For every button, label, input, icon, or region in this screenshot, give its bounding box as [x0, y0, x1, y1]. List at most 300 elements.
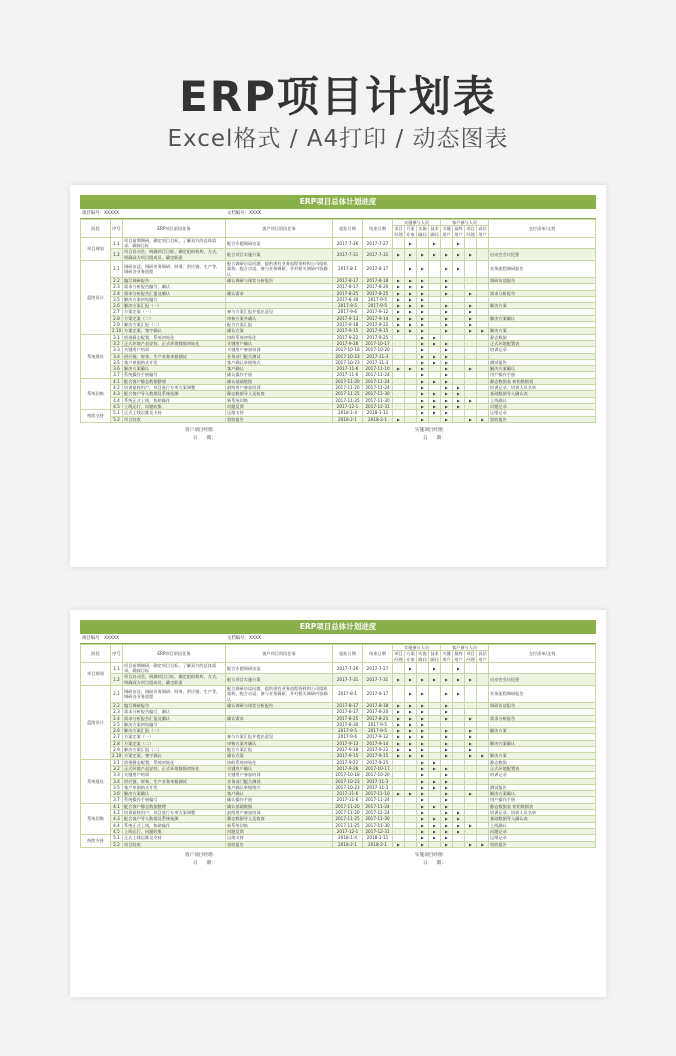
- flag-icon: ▶: [421, 290, 424, 296]
- seq-cell: 3.4: [111, 353, 123, 359]
- start-date-cell: 2017-9-18: [333, 747, 363, 753]
- task-cell: 系统操作手册编写: [123, 372, 226, 378]
- participation-cell: [477, 841, 489, 847]
- seq-cell: 4.5: [111, 828, 123, 834]
- start-date-cell: 2017-8-17: [333, 702, 363, 708]
- deliverable-cell: 静态数据表 初始数据表: [489, 803, 596, 809]
- flag-icon: ▶: [433, 340, 436, 346]
- start-date-cell: 2017-10-23: [333, 778, 363, 784]
- task-cell: 配合客户导入数据及系统检测: [123, 391, 226, 397]
- participation-cell: [393, 662, 405, 674]
- flag-icon: ▶: [433, 391, 436, 397]
- plan-table: [80, 644, 596, 848]
- participation-cell: [405, 662, 417, 674]
- flag-icon: ▶: [421, 828, 424, 834]
- seq-cell: 2.10: [112, 753, 122, 759]
- phase-cell: 系统建设: [81, 334, 111, 378]
- meta-row: [80, 634, 596, 644]
- flag-icon: ▶: [433, 778, 436, 784]
- start-date-cell: 2018-1-4: [333, 835, 363, 841]
- participation-cell: [429, 662, 441, 674]
- flag-icon: ▶: [445, 740, 448, 746]
- sheet-preview-2: [70, 610, 606, 997]
- customer-task-cell: 验收报告: [226, 841, 333, 847]
- start-date-cell: 2017-9-22: [333, 334, 363, 340]
- flag-icon: ▶: [469, 753, 472, 759]
- table-row: [81, 686, 596, 703]
- participation-cell: [453, 686, 465, 703]
- flag-icon: ▶: [433, 240, 436, 246]
- impl-manager-label: 实施项目经理：: [415, 427, 448, 433]
- customer-task-cell: 配合项目实施方案: [226, 674, 333, 686]
- participation-cell: [393, 674, 405, 686]
- start-date-cell: 2017-11-6: [333, 372, 363, 378]
- start-date-cell: 2017-8-1: [333, 686, 363, 703]
- flag-icon: ▶: [397, 284, 400, 290]
- start-date-cell: 2018-2-1: [333, 416, 363, 422]
- task-cell: 需求分析报告编写，确认: [123, 709, 226, 715]
- customer-task-cell: 运维支持: [226, 410, 333, 416]
- flag-icon: ▶: [445, 715, 448, 721]
- start-date-cell: 2017-11-25: [333, 397, 363, 403]
- end-date-cell: 2017-8-18: [363, 277, 393, 283]
- flag-icon: ▶: [397, 747, 400, 753]
- flag-icon: ▶: [445, 841, 448, 847]
- seq-cell: 3.7: [111, 372, 123, 378]
- task-cell: 系统正式上线，协助操作: [123, 822, 226, 828]
- deliverable-cell: 调研访谈报告: [489, 702, 596, 708]
- seq-cell: 2.5: [111, 296, 123, 302]
- flag-icon: ▶: [397, 366, 400, 372]
- header-end: 结束日期: [363, 220, 393, 238]
- task-cell: 方案定案（一）: [123, 309, 226, 315]
- participation-cell: [393, 686, 405, 703]
- flag-icon: ▶: [421, 315, 424, 321]
- flag-icon: ▶: [445, 315, 448, 321]
- flag-icon: ▶: [457, 403, 460, 409]
- deliverable-cell: 验收报告: [489, 841, 596, 847]
- flag-icon: ▶: [469, 309, 472, 315]
- participation-cell: [405, 686, 417, 703]
- end-date-cell: 2017-11-24: [363, 378, 393, 384]
- header-role: 实施顾问: [418, 226, 427, 237]
- task-cell: 项目启动会，明确项目目标，确定组织机构，方式，明确双方项目组成员，确定职责: [123, 249, 226, 261]
- flag-icon: ▶: [445, 791, 448, 797]
- flag-icon: ▶: [445, 366, 448, 372]
- customer-task-cell: 配合方案汇报: [226, 322, 333, 328]
- impl-date-label: 日 期：: [423, 860, 446, 866]
- participation-cell: [393, 261, 405, 278]
- task-cell: 项目验收: [123, 841, 226, 847]
- flag-icon: ▶: [469, 315, 472, 321]
- seq-cell: 4.4: [111, 822, 123, 828]
- header-phase: 阶段: [81, 645, 111, 663]
- participation-cell: [477, 261, 489, 278]
- end-date-cell: 2017-12-31: [363, 828, 393, 834]
- task-cell: 编写调研报告: [123, 277, 226, 283]
- task-cell: 方案定案（二）: [123, 315, 226, 321]
- flag-icon: ▶: [445, 691, 448, 697]
- flag-icon: ▶: [397, 728, 400, 734]
- customer-task-cell: 参与方案汇报并提出意见: [226, 734, 333, 740]
- header-seq: 序号: [111, 220, 123, 238]
- header-role: 高层用户: [478, 651, 487, 662]
- flag-icon: ▶: [445, 797, 448, 803]
- flag-icon: ▶: [433, 822, 436, 828]
- start-date-cell: 2017-9-15: [333, 328, 363, 334]
- flag-icon: ▶: [457, 665, 460, 671]
- participation-cell: [393, 841, 405, 847]
- task-cell: 配合客户静态数据整理: [123, 803, 226, 809]
- customer-task-cell: 确认方案: [226, 753, 333, 759]
- end-date-cell: 2017-11-24: [363, 797, 393, 803]
- seq-cell: 4.3: [111, 391, 123, 397]
- task-cell: 需求分析报告汇报及确认: [123, 715, 226, 721]
- end-date-cell: 2017-11-24: [363, 385, 393, 391]
- seq-cell: 3.1: [111, 334, 123, 340]
- flag-icon: ▶: [409, 240, 412, 246]
- header-customer: 客户项目阶段任务: [226, 645, 333, 663]
- seq-cell: 4.2: [111, 385, 123, 391]
- end-date-cell: 2017-11-30: [363, 397, 393, 403]
- sheet-title: ERP项目总体计划进度: [80, 195, 596, 209]
- end-date-cell: 2017-10-20: [363, 347, 393, 353]
- start-date-cell: 2017-8-17: [333, 284, 363, 290]
- cust-manager-label: 客户项目经理：: [185, 852, 218, 858]
- participation-cell: [453, 662, 465, 674]
- seq-cell: 5.1: [111, 835, 123, 841]
- flag-icon: ▶: [421, 778, 424, 784]
- sheet-title: ERP项目总体计划进度: [80, 620, 596, 634]
- customer-task-cell: 验收报告: [226, 416, 333, 422]
- seq-cell: 2.2: [111, 277, 123, 283]
- end-date-cell: 2017-8-17: [363, 686, 393, 703]
- customer-task-cell: 最终用户参加培训: [226, 385, 333, 391]
- start-date-cell: 2017-9-5: [333, 303, 363, 309]
- flag-icon: ▶: [445, 822, 448, 828]
- end-date-cell: 2017-9-5: [363, 296, 393, 302]
- deliverable-cell: 测试报告: [489, 784, 596, 790]
- flag-icon: ▶: [409, 747, 412, 753]
- flag-icon: ▶: [421, 715, 424, 721]
- participation-cell: [417, 662, 429, 674]
- impl-manager-label: 实施项目经理：: [415, 852, 448, 858]
- participation-cell: [417, 416, 429, 422]
- flag-icon: ▶: [397, 702, 400, 708]
- flag-icon: ▶: [481, 416, 484, 422]
- participation-cell: [465, 249, 477, 261]
- customer-task-cell: 配合调研访谈问题，提供现有业务流程资料和公司组织架构，配合访谈，参与业务调研，并对相关调研内容确认: [226, 686, 333, 703]
- start-date-cell: 2017-9-6: [333, 734, 363, 740]
- start-date-cell: 2017-11-20: [333, 378, 363, 384]
- cust-date-label: 日 期：: [193, 435, 216, 441]
- flag-icon: ▶: [433, 353, 436, 359]
- seq-cell: 3.1: [111, 759, 123, 765]
- flag-icon: ▶: [433, 828, 436, 834]
- flag-icon: ▶: [421, 822, 424, 828]
- participation-cell: [441, 261, 453, 278]
- participation-cell: [441, 662, 453, 674]
- seq-cell: 3.2: [111, 765, 123, 771]
- deliverable-cell: 静态数据: [489, 759, 596, 765]
- task-cell: 供应链、财务、生产业务单据测试: [123, 778, 226, 784]
- end-date-cell: 2017-8-17: [363, 261, 393, 278]
- header-deliverables: 交付清单/文档: [489, 220, 596, 238]
- flag-icon: ▶: [445, 284, 448, 290]
- end-date-cell: 2017-11-3: [363, 353, 393, 359]
- customer-task-cell: 配合专题调研访谈: [226, 662, 333, 674]
- flag-icon: ▶: [421, 391, 424, 397]
- task-cell: 调研访谈，调研业务调研：财务、供应链、生产等，调研各业务流程: [123, 261, 226, 278]
- participation-cell: [477, 686, 489, 703]
- flag-icon: ▶: [481, 753, 484, 759]
- impl-date-label: 日 期：: [423, 435, 446, 441]
- end-date-cell: 2017-9-12: [363, 734, 393, 740]
- flag-icon: ▶: [409, 366, 412, 372]
- table-row: [81, 816, 596, 822]
- task-cell: 客户单据格式开发: [123, 784, 226, 790]
- flag-icon: ▶: [397, 709, 400, 715]
- header-role: 项目经理: [394, 651, 403, 662]
- seq-cell: 2.2: [111, 702, 123, 708]
- header-task: ERP项目阶段任务: [123, 220, 226, 238]
- flag-icon: ▶: [409, 734, 412, 740]
- flag-icon: ▶: [409, 691, 412, 697]
- start-date-cell: 2017-11-25: [333, 391, 363, 397]
- task-cell: 搭建静态配置，系统初始化: [123, 759, 226, 765]
- flag-icon: ▶: [445, 810, 448, 816]
- end-date-cell: 2017-11-30: [363, 391, 393, 397]
- flag-icon: ▶: [421, 803, 424, 809]
- task-cell: 需求分析报告汇报及确认: [123, 290, 226, 296]
- seq-cell: 2.5: [111, 721, 123, 727]
- deliverable-cell: 解决方案: [489, 753, 596, 759]
- customer-task-cell: 关键用户确认: [226, 340, 333, 346]
- task-cell: 项目前期调研，确定项目目标，了解双方的总体需求，确保目标: [123, 237, 226, 249]
- end-date-cell: 2017-11-30: [363, 816, 393, 822]
- flag-icon: ▶: [421, 702, 424, 708]
- deliverable-cell: 运维记录: [489, 835, 596, 841]
- flag-icon: ▶: [421, 410, 424, 416]
- flag-icon: ▶: [445, 378, 448, 384]
- deliverable-cell: 基础数据导入确认表: [489, 391, 596, 397]
- flag-icon: ▶: [481, 841, 484, 847]
- flag-icon: ▶: [421, 397, 424, 403]
- customer-task-cell: 确认操作手册: [226, 372, 333, 378]
- seq-cell: 2.7: [111, 734, 123, 740]
- phase-cell: 系统切换: [81, 378, 111, 409]
- flag-icon: ▶: [445, 747, 448, 753]
- flag-icon: ▶: [421, 296, 424, 302]
- task-cell: 解决方案汇报（二）: [123, 747, 226, 753]
- task-cell: 解决方案确认: [123, 366, 226, 372]
- end-date-cell: 2018-1-11: [363, 835, 393, 841]
- flag-icon: ▶: [409, 277, 412, 283]
- flag-icon: ▶: [445, 385, 448, 391]
- seq-cell: 4.3: [111, 816, 123, 822]
- seq-cell: 2.6: [111, 303, 123, 309]
- start-date-cell: 2018-1-4: [333, 410, 363, 416]
- project-no: 项目编号：XXXXX: [82, 636, 119, 641]
- customer-task-cell: 参与方案汇报并提出意见: [226, 309, 333, 315]
- participation-cell: [465, 261, 477, 278]
- seq-cell: 1.1: [111, 237, 123, 249]
- task-cell: 解决方案汇报（二）: [123, 322, 226, 328]
- participation-cell: [465, 686, 477, 703]
- flag-icon: ▶: [409, 315, 412, 321]
- table-row: [81, 340, 596, 346]
- header-role: 技术顾问: [430, 226, 439, 237]
- flag-icon: ▶: [445, 277, 448, 283]
- participation-cell: [465, 662, 477, 674]
- customer-task-cell: 确认方案: [226, 328, 333, 334]
- flag-icon: ▶: [409, 677, 412, 683]
- cust-manager-label: 客户项目经理：: [185, 427, 218, 433]
- task-cell: 方案定案（一）: [123, 734, 226, 740]
- flag-icon: ▶: [421, 372, 424, 378]
- start-date-cell: 2017-7-31: [333, 674, 363, 686]
- customer-task-cell: 客户确认: [226, 366, 333, 372]
- project-no: 项目编号：XXXXX: [82, 211, 119, 216]
- start-date-cell: 2017-9-13: [333, 315, 363, 321]
- deliverable-cell: 静态数据: [489, 334, 596, 340]
- deliverable-cell: 静态数据表 初始数据表: [489, 378, 596, 384]
- end-date-cell: 2017-11-10: [363, 366, 393, 372]
- start-date-cell: 2017-8-30: [333, 721, 363, 727]
- flag-icon: ▶: [469, 322, 472, 328]
- flag-icon: ▶: [421, 328, 424, 334]
- end-date-cell: 2017-9-12: [363, 309, 393, 315]
- seq-cell: 2.1: [111, 686, 123, 703]
- task-cell: 正式上线运维及支持: [123, 835, 226, 841]
- seq-cell: 4.4: [111, 397, 123, 403]
- participation-cell: [405, 841, 417, 847]
- end-date-cell: 2017-8-25: [363, 290, 393, 296]
- phase-cell: 持续支持: [81, 410, 111, 423]
- flag-icon: ▶: [421, 772, 424, 778]
- flag-icon: ▶: [409, 290, 412, 296]
- flag-icon: ▶: [469, 366, 472, 372]
- flag-icon: ▶: [445, 784, 448, 790]
- participation-cell: [417, 237, 429, 249]
- start-date-cell: 2017-8-25: [333, 290, 363, 296]
- seq-cell: 3.3: [111, 772, 123, 778]
- header-role: 项目经理: [394, 226, 403, 237]
- deliverable-cell: 培训记录: [489, 772, 596, 778]
- deliverable-cell: 测试报告: [489, 359, 596, 365]
- start-date-cell: 2017-11-20: [333, 810, 363, 816]
- deliverable-cell: 调研访谈报告: [489, 277, 596, 283]
- deliverable-cell: 培训记录、培训人员名单: [489, 810, 596, 816]
- participation-cell: [477, 674, 489, 686]
- deliverable-cell: 问题记录: [489, 403, 596, 409]
- flag-icon: ▶: [433, 334, 436, 340]
- header-role: 方案专家: [406, 651, 415, 662]
- start-date-cell: 2017-9-15: [333, 753, 363, 759]
- flag-icon: ▶: [433, 378, 436, 384]
- cust-date-label: 日 期：: [193, 860, 216, 866]
- doc-no: 文档编号：XXXX: [227, 211, 261, 216]
- customer-task-cell: 静态数据导入及检查: [226, 816, 333, 822]
- phase-cell: 项目规划: [81, 662, 111, 685]
- table-row: [81, 674, 596, 686]
- flag-icon: ▶: [445, 328, 448, 334]
- deliverable-cell: 解决方案: [489, 328, 596, 334]
- start-date-cell: 2017-11-25: [333, 822, 363, 828]
- deliverable-cell: 基础数据导入确认表: [489, 816, 596, 822]
- flag-icon: ▶: [469, 734, 472, 740]
- seq-cell: 3.6: [111, 791, 123, 797]
- task-cell: 需求分析报告编写，确认: [123, 284, 226, 290]
- start-date-cell: 2017-9-26: [333, 340, 363, 346]
- flag-icon: ▶: [409, 728, 412, 734]
- start-date-cell: 2017-8-25: [333, 715, 363, 721]
- flag-icon: ▶: [397, 296, 400, 302]
- end-date-cell: 2017-9-22: [363, 747, 393, 753]
- seq-cell: 2.9: [111, 322, 123, 328]
- flag-icon: ▶: [433, 759, 436, 765]
- flag-icon: ▶: [397, 734, 400, 740]
- customer-task-cell: 协助系统初始化: [226, 759, 333, 765]
- flag-icon: ▶: [409, 753, 412, 759]
- flag-icon: ▶: [397, 290, 400, 296]
- customer-task-cell: 静态数据导入及检查: [226, 391, 333, 397]
- flag-icon: ▶: [421, 340, 424, 346]
- flag-icon: ▶: [421, 753, 424, 759]
- flag-icon: ▶: [397, 303, 400, 309]
- seq-cell: 5.2: [111, 841, 123, 847]
- participation-cell: [453, 674, 465, 686]
- participation-cell: [441, 686, 453, 703]
- header-role: 高层用户: [478, 226, 487, 237]
- table-row: [81, 261, 596, 278]
- seq-cell: 3.5: [111, 784, 123, 790]
- flag-icon: ▶: [445, 702, 448, 708]
- flag-icon: ▶: [421, 728, 424, 734]
- flag-icon: ▶: [433, 677, 436, 683]
- header-phase: 阶段: [81, 220, 111, 238]
- seq-cell: 4.1: [111, 803, 123, 809]
- flag-icon: ▶: [445, 803, 448, 809]
- flag-icon: ▶: [397, 328, 400, 334]
- flag-icon: ▶: [433, 816, 436, 822]
- start-date-cell: 2018-2-1: [333, 841, 363, 847]
- flag-icon: ▶: [445, 403, 448, 409]
- flag-icon: ▶: [421, 347, 424, 353]
- task-cell: 项目验收: [123, 416, 226, 422]
- customer-task-cell: 确认调研与现状分析报告: [226, 277, 333, 283]
- flag-icon: ▶: [457, 810, 460, 816]
- start-date-cell: 2017-12-1: [333, 403, 363, 409]
- flag-icon: ▶: [421, 835, 424, 841]
- flag-icon: ▶: [433, 803, 436, 809]
- end-date-cell: 2017-11-24: [363, 803, 393, 809]
- customer-task-cell: 配合调研访谈问题，提供现有业务流程资料和公司组织架构，配合访谈，参与业务调研，并对相关调研内容确认: [226, 261, 333, 278]
- flag-icon: ▶: [445, 290, 448, 296]
- flag-icon: ▶: [445, 266, 448, 272]
- start-date-cell: 2017-11-6: [333, 366, 363, 372]
- customer-task-cell: 确认调研与现状分析报告: [226, 702, 333, 708]
- header-task: ERP项目阶段任务: [123, 645, 226, 663]
- header-cust-group: 客户参与人员: [441, 645, 489, 651]
- flag-icon: ▶: [409, 709, 412, 715]
- flag-icon: ▶: [457, 822, 460, 828]
- flag-icon: ▶: [445, 359, 448, 365]
- task-cell: 正式环境产品安装，正式环境数据初始化: [123, 765, 226, 771]
- end-date-cell: 2017-9-22: [363, 322, 393, 328]
- task-cell: 系统正式上线，协助操作: [123, 397, 226, 403]
- flag-icon: ▶: [421, 677, 424, 683]
